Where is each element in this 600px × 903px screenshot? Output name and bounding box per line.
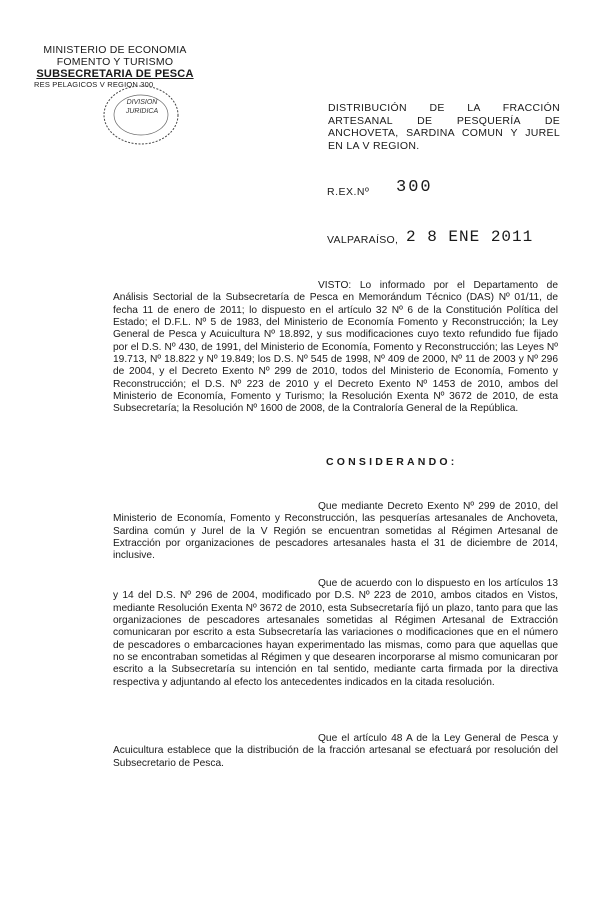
considerando-2-lead: Que [318, 578, 338, 589]
considerando-heading: CONSIDERANDO: [326, 456, 458, 468]
visto-paragraph [113, 280, 558, 416]
considerando-3-lead: Que [318, 733, 338, 744]
reference-code: RES PELAGICOS V REGION 300 [34, 80, 154, 89]
considerando-paragraph-1 [113, 501, 558, 563]
stamp-line-1: DIVISION [126, 99, 158, 106]
subsecretaria-name: SUBSECRETARIA DE PESCA [36, 68, 194, 80]
stamp-line-2: JURIDICA [125, 108, 159, 115]
resolution-number: 300 [396, 178, 433, 197]
ministry-line-2: FOMENTO Y TURISMO [56, 56, 174, 68]
document-subject: DISTRIBUCIÓN DE LA FRACCIÓN ARTESANAL DE PESQUERÍA DE ANCHOVETA, SARDINA COMUN Y JUREL EN LA V REGION. [328, 102, 560, 152]
date-stamp: 2 8 ENE 2011 [406, 228, 534, 246]
place-label: VALPARAÍSO, [327, 234, 399, 246]
considerando-1-text: mediante Decreto Exento Nº 299 de 2010, del Ministerio de Economía, Fomento y Reconstrucción, las pesquerías artesanales de Anchoveta, Sardina común y Jurel de la V Región se encuentran sometidas al Régimen Artesanal de Extracción por organizaciones de pescadores artesanales hasta el 31 de diciembre de 2014, inclusive. [113, 501, 558, 562]
considerando-paragraph-3 [113, 733, 558, 770]
considerando-1-lead: Que [318, 501, 338, 512]
visto-lead: VISTO: [318, 280, 352, 291]
considerando-3-text: el artículo 48 A de la Ley General de Pesca y Acuicultura establece que la distribución de la fracción artesanal se efectuará por resolución del Subsecretario de Pesca. [113, 733, 558, 769]
letterhead [30, 44, 200, 89]
ministry-line-1: MINISTERIO DE ECONOMIA [43, 44, 187, 56]
resolution-label: R.EX.Nº [327, 186, 370, 198]
considerando-paragraph-2 [113, 578, 558, 689]
stamp-text [120, 98, 164, 116]
considerando-2-text: de acuerdo con lo dispuesto en los artículos 13 y 14 del D.S. Nº 296 de 2004, modificado por D.S. Nº 223 de 2010, ambos citados en Vistos, mediante Resolución Exenta Nº 3672 de 2010, esta Subsecretaría fijó un plazo, tanto para que las organizaciones de pescadores artesanales sometidas al Régimen Artesanal de Extracción comunicaran por escrito a esta Subsecretaría las variaciones o modificaciones que en el número de pescadores o embarcaciones hayan experimentado las mismas, como para que aquellas que no se encontraban sometidas al Régimen y que desearen incorporarse al mismo comunicaran por escrito a la Subsecretaría su intención en tal sentido, mediante carta firmada por la directiva respectiva y adjuntando al efecto los antecedentes indicados en la citada resolución. [113, 578, 558, 688]
visto-text: Lo informado por el Departamento de Análisis Sectorial de la Subsecretaría de Pesca en Memorándum Técnico (DAS) Nº 01/11, de fecha 11 de enero de 2011; lo dispuesto en el artículo 32 Nº 6 de la Constitución Política del Estado; el D.F.L. Nº 5 de 1983, del Ministerio de Economía Fomento y Reconstrucción; la Ley General de Pesca y Acuicultura Nº 18.892, y sus modificaciones cuyo texto refundido fue fijado por el D.S. Nº 430, de 1991, del Ministerio de Economía, Fomento y Reconstrucción; las Leyes Nº 19.713, Nº 18.822 y Nº 19.849; los D.S. Nº 545 de 1998, Nº 409 de 2000, Nº 11 de 2003 y Nº 296 de 2004, y el Decreto Exento Nº 299 de 2010, todos del Ministerio de Economía, Fomento y Reconstrucción; el D.S. Nº 223 de 2010 y el Decreto Exento Nº 1453 de 2010, ambos del Ministerio de Economía, Fomento y Turismo; la Resolución Exenta Nº 3672 de 2010, de esta Subsecretaría; la Resolución Nº 1600 de 2008, de la Contraloría General de la República. [113, 280, 558, 415]
